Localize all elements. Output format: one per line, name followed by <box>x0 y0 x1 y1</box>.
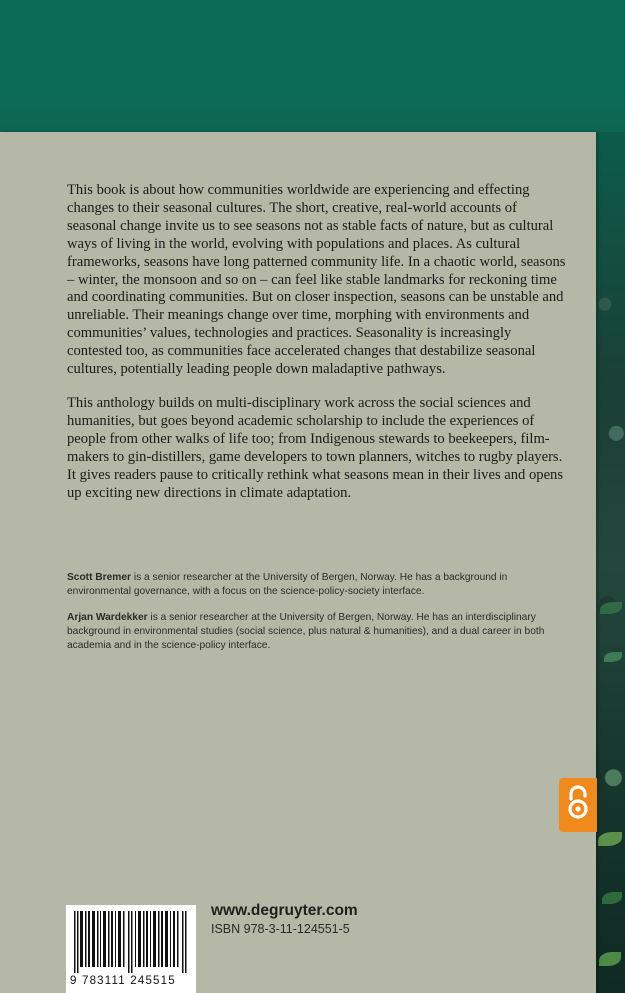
jungle-illustration-strip <box>596 132 625 993</box>
barcode-bars <box>72 911 190 973</box>
open-access-icon <box>566 785 590 826</box>
leaf-decoration <box>604 652 622 662</box>
author-name: Arjan Wardekker <box>67 612 148 623</box>
blurb-paragraph-1: This book is about how communities worldwide are experiencing and effecting changes to their seasonal cultures. The short, creative, real-world accounts of seasonal change invite us to see seasons not as stable facts of nature, but as cultural ways of living in the world, evolving with populations and places. As cultural frameworks, seasons have long patterned community life. In a chaotic world, seasons – winter, the monsoon and so on – can feel like stable landmarks for reckoning time and coordinating communities. But on closer inspection, seasons can be unstable and unreliable. Their meanings change over time, morphing with environments and communities’ values, technologies and practices. Seasonality is increasingly contested too, as communities face accelerated changes that destabilize seasonal cultures, potentially leading people down maladaptive pathways. <box>67 182 566 378</box>
leaf-decoration <box>602 892 622 904</box>
author-bio-text: is a senior researcher at the University of Bergen, Norway. He has a background in environmental governance, with a focus on the science-policy-society interface. <box>67 572 508 597</box>
leaf-decoration <box>598 832 622 846</box>
cover-header-band <box>0 0 625 132</box>
author-bio <box>67 571 567 599</box>
leaf-decoration <box>599 952 621 966</box>
author-bio <box>67 611 567 653</box>
isbn-barcode <box>66 905 196 993</box>
author-name: Scott Bremer <box>67 572 131 583</box>
book-blurb <box>67 182 567 518</box>
open-access-badge <box>559 778 597 832</box>
publisher-url[interactable]: www.degruyter.com <box>211 902 358 919</box>
author-bios <box>67 571 567 665</box>
isbn-number: ISBN 978-3-11-124551-5 <box>211 922 350 936</box>
barcode-digits: 9 783111 245515 <box>70 975 176 987</box>
leaf-decoration <box>600 602 622 614</box>
author-bio-text: is a senior researcher at the University of Bergen, Norway. He has an interdisciplinary background in environmental studies (social science, plus natural & humanities), and a dual career in both academia and in the science-policy interface. <box>67 612 545 651</box>
blurb-paragraph-2: This anthology builds on multi-disciplinary work across the social sciences and humanities, but goes beyond academic scholarship to include the experiences of people from other walks of life too; from Indigenous stewards to beekeepers, film-makers to gin-distillers, game developers to town planners, witches to rugby players. It gives readers pause to critically rethink what seasons mean in their lives and opens up exciting new directions in climate adaptation. <box>67 394 564 501</box>
